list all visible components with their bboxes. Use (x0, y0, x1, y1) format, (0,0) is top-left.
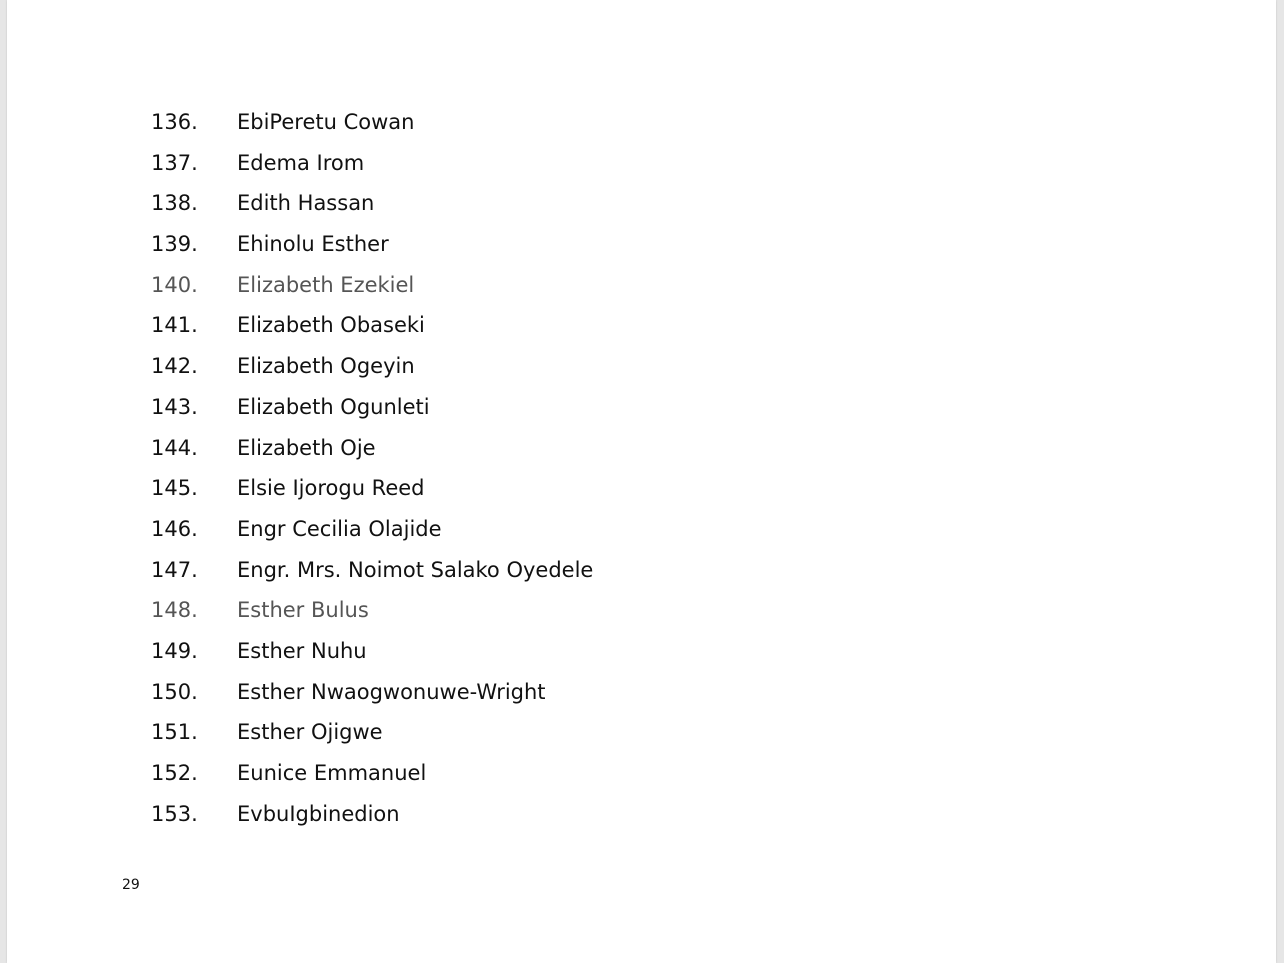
list-item-name: Elizabeth Ezekiel (237, 272, 415, 297)
list-item (7, 305, 807, 346)
list-item-number: 136. (151, 110, 198, 134)
list-item-number: 149. (151, 638, 198, 663)
page-number: 29 (122, 877, 140, 893)
name-list (7, 102, 807, 834)
list-item-number: 144. (151, 435, 198, 460)
list-item-name: Esther Bulus (237, 598, 369, 623)
list-item (7, 265, 807, 306)
list-item-number: 137. (151, 150, 198, 175)
list-item (7, 794, 807, 835)
list-item (7, 672, 807, 713)
list-item-number: 140. (151, 272, 198, 297)
list-item-name: Esther Ojigwe (237, 720, 383, 745)
list-item-name: Engr. Mrs. Noimot Salako Oyedele (237, 557, 594, 582)
list-item (7, 550, 807, 591)
list-item-number: 153. (151, 801, 198, 826)
list-item-number: 152. (151, 761, 198, 785)
list-item-number: 141. (151, 313, 198, 338)
list-item-name: Elizabeth Ogeyin (237, 354, 415, 379)
list-item-name: Engr Cecilia Olajide (237, 516, 442, 541)
list-item-name: Ehinolu Esther (237, 232, 389, 257)
list-item (7, 428, 807, 469)
list-item-number: 148. (151, 598, 198, 623)
list-item (7, 346, 807, 387)
list-item-name: EbiPeretu Cowan (237, 110, 415, 134)
list-item (7, 509, 807, 550)
list-item-name: EvbuIgbinedion (237, 801, 400, 826)
list-item-name: Elsie Ijorogu Reed (237, 476, 425, 501)
list-item-number: 150. (151, 679, 198, 704)
list-item (7, 753, 807, 794)
list-item (7, 590, 807, 631)
list-item-number: 146. (151, 516, 198, 541)
list-item (7, 224, 807, 265)
list-item-name: Elizabeth Ogunleti (237, 394, 430, 419)
list-item-number: 139. (151, 232, 198, 257)
list-item-number: 138. (151, 191, 198, 216)
document-page (7, 0, 1276, 963)
list-item (7, 387, 807, 428)
list-item (7, 631, 807, 672)
list-item (7, 102, 807, 143)
list-item-number: 143. (151, 394, 198, 419)
list-item-name: Edith Hassan (237, 191, 375, 216)
list-item-name: Elizabeth Oje (237, 435, 376, 460)
list-item-name: Esther Nuhu (237, 638, 367, 663)
list-item (7, 183, 807, 224)
list-item-number: 147. (151, 557, 198, 582)
list-item (7, 143, 807, 184)
list-item-name: Edema Irom (237, 150, 365, 175)
list-item-number: 145. (151, 476, 198, 501)
list-item-number: 151. (151, 720, 198, 745)
list-item (7, 468, 807, 509)
list-item (7, 712, 807, 753)
list-item-number: 142. (151, 354, 198, 379)
list-item-name: Esther Nwaogwonuwe-Wright (237, 679, 546, 704)
list-item-name: Eunice Emmanuel (237, 761, 427, 785)
list-item-name: Elizabeth Obaseki (237, 313, 425, 338)
